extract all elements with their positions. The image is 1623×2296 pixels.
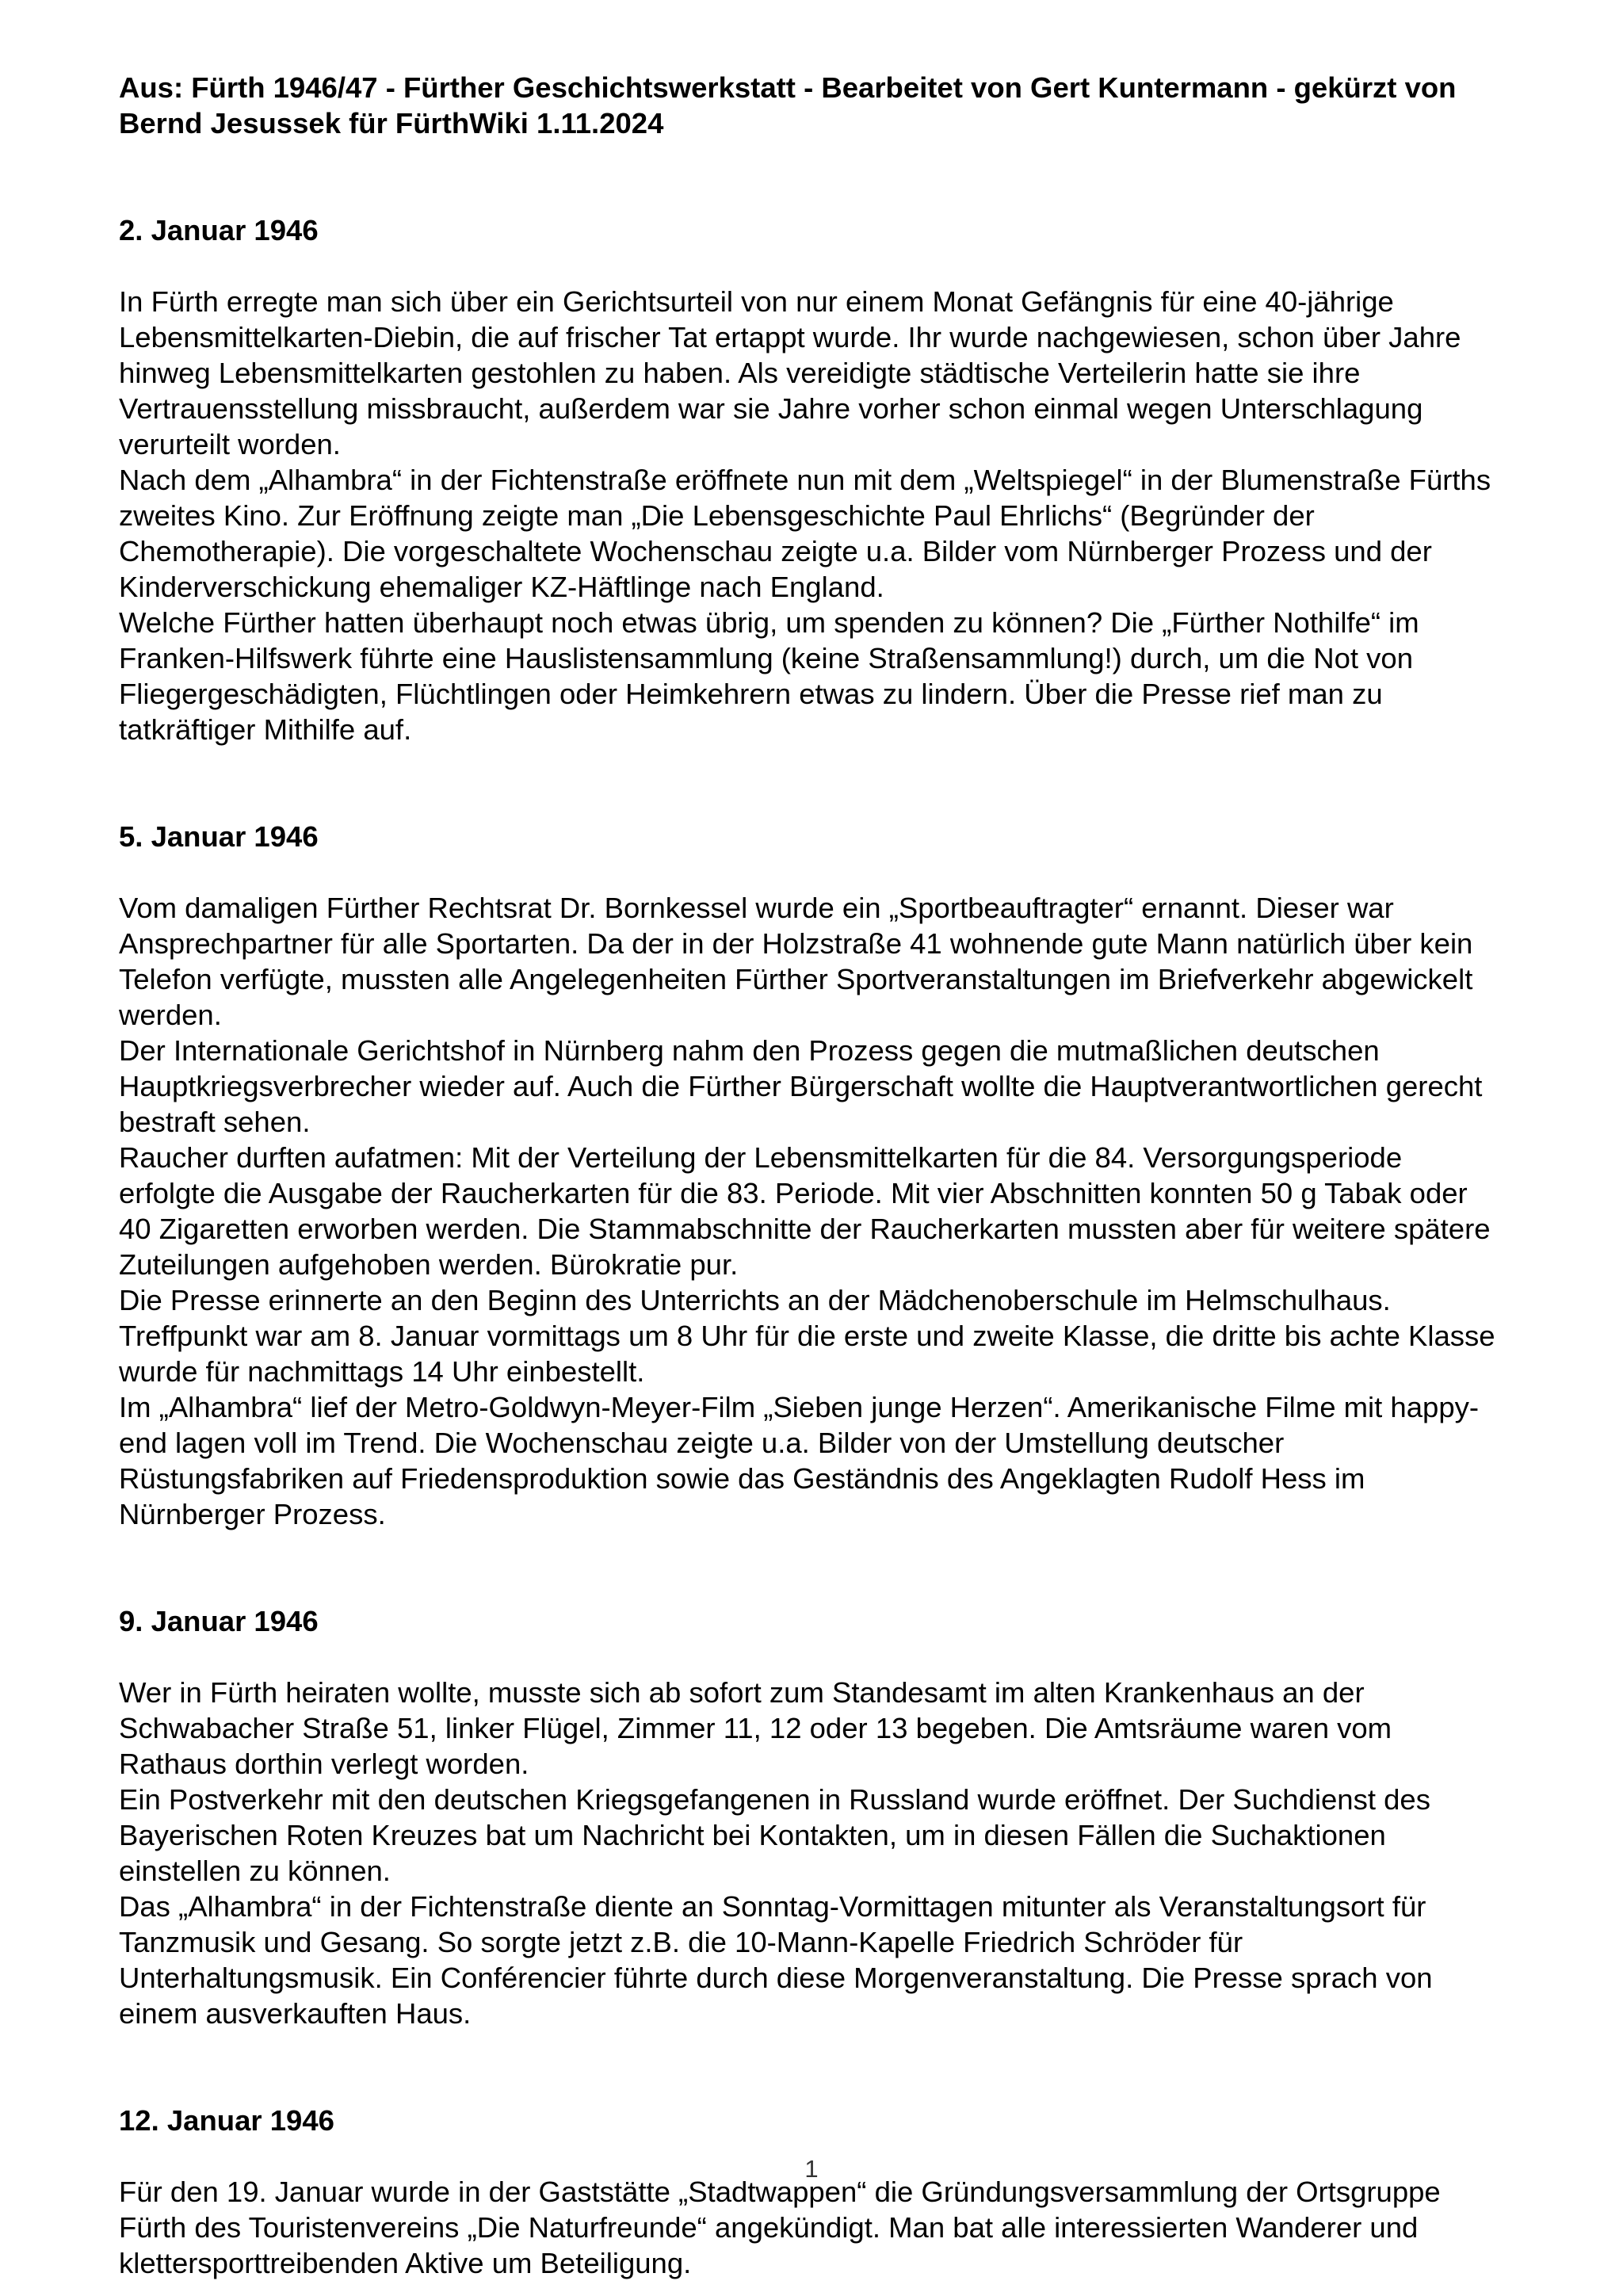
section-heading: 5. Januar 1946: [119, 820, 319, 853]
section-12-januar-1946: [119, 2103, 1506, 2281]
paragraph: Raucher durften aufatmen: Mit der Verteilung der Lebensmittelkarten für die 84. Versorgungsperiode erfolgte die Ausgabe der Raucherkarten für die 83. Periode. Mit vier Abschnitten konnten 50 g Tabak oder 40 Zigaretten erworben werden. Die Stammabschnitte der Raucherkarten mussten aber für weitere spätere Zuteilungen aufgehoben werden. Bürokratie pur.: [119, 1141, 1491, 1281]
section-heading: 9. Januar 1946: [119, 1605, 319, 1637]
paragraph: Nach dem „Alhambra“ in der Fichtenstraße eröffnete nun mit dem „Weltspiegel“ in der Blumenstraße Fürths zweites Kino. Zur Eröffnung zeigte man „Die Lebensgeschichte Paul Ehrlichs“ (Begründer der Chemotherapie). Die vorgeschaltete Wochenschau zeigte u.a. Bilder vom Nürnberger Prozess und der Kinderverschickung ehemaliger KZ-Häftlinge nach England.: [119, 464, 1491, 603]
paragraph: Das „Alhambra“ in der Fichtenstraße diente an Sonntag-Vormittagen mitunter als Veranstaltungsort für Tanzmusik und Gesang. So sorgte jetzt z.B. die 10-Mann-Kapelle Friedrich Schröder für Unterhaltungsmusik. Ein Conférencier führte durch diese Morgenveranstaltung. Die Presse sprach von einem ausverkauften Haus.: [119, 1890, 1433, 2030]
paragraph: Der Internationale Gerichtshof in Nürnberg nahm den Prozess gegen die mutmaßlichen deutschen Hauptkriegsverbrecher wieder auf. Auch die Fürther Bürgerschaft wollte die Hauptverantwortlichen gerecht bestraft sehen.: [119, 1034, 1483, 1138]
section-2-januar-1946: [119, 212, 1506, 747]
paragraph: Die Presse erinnerte an den Beginn des Unterrichts an der Mädchenoberschule im Helmschulhaus. Treffpunkt war am 8. Januar vormittags um 8 Uhr für die erste und zweite Klasse, die dritte bis achte Klasse wurde für nachmittags 14 Uhr einbestellt.: [119, 1284, 1495, 1388]
document-header: Aus: Fürth 1946/47 - Fürther Geschichtswerkstatt - Bearbeitet von Gert Kuntermann - gekürzt von Bernd Jesussek für FürthWiki 1.11.2024: [119, 71, 1457, 139]
paragraph: Wer in Fürth heiraten wollte, musste sich ab sofort zum Standesamt im alten Krankenhaus an der Schwabacher Straße 51, linker Flügel, Zimmer 11, 12 oder 13 begeben. Die Amtsräume waren vom Rathaus dorthin verlegt worden.: [119, 1676, 1392, 1780]
section-heading: 2. Januar 1946: [119, 214, 319, 246]
section-heading: 12. Januar 1946: [119, 2104, 334, 2137]
section-5-januar-1946: [119, 819, 1506, 1532]
paragraph: Welche Fürther hatten überhaupt noch etwas übrig, um spenden zu können? Die „Fürther Nothilfe“ im Franken-Hilfswerk führte eine Hauslistensammlung (keine Straßensammlung!) durch, um die Not von Fliegergeschädigten, Flüchtlingen oder Heimkehrern etwas zu lindern. Über die Presse rief man zu tatkräftiger Mithilfe auf.: [119, 606, 1419, 746]
section-9-januar-1946: [119, 1603, 1506, 2031]
paragraph: Für den 19. Januar wurde in der Gaststätte „Stadtwappen“ die Gründungsversammlung der Ortsgruppe Fürth des Touristenvereins „Die Naturfreunde“ angekündigt. Man bat alle interessierten Wanderer und klettersporttreibenden Aktive um Beteiligung.: [119, 2176, 1441, 2279]
paragraph: Im „Alhambra“ lief der Metro-Goldwyn-Meyer-Film „Sieben junge Herzen“. Amerikanische Filme mit happy-end lagen voll im Trend. Die Wochenschau zeigte u.a. Bilder von der Umstellung deutscher Rüstungsfabriken auf Friedensproduktion sowie das Geständnis des Angeklagten Rudolf Hess im Nürnberger Prozess.: [119, 1391, 1480, 1530]
paragraph: Ein Postverkehr mit den deutschen Kriegsgefangenen in Russland wurde eröffnet. Der Suchdienst des Bayerischen Roten Kreuzes bat um Nachricht bei Kontakten, um in diesen Fällen die Suchaktionen einstellen zu können.: [119, 1783, 1430, 1887]
page-number: 1: [804, 2155, 819, 2183]
paragraph: Vom damaligen Fürther Rechtsrat Dr. Bornkessel wurde ein „Sportbeauftragter“ ernannt. Dieser war Ansprechpartner für alle Sportarten. Da der in der Holzstraße 41 wohnende gute Mann natürlich über kein Telefon verfügte, mussten alle Angelegenheiten Fürther Sportveranstaltungen im Briefverkehr abgewickelt werden.: [119, 892, 1473, 1031]
paragraph: In Fürth erregte man sich über ein Gerichtsurteil von nur einem Monat Gefängnis für eine 40-jährige Lebensmittelkarten-Diebin, die auf frischer Tat ertappt wurde. Ihr wurde nachgewiesen, schon über Jahre hinweg Lebensmittelkarten gestohlen zu haben. Als vereidigte städtische Verteilerin hatte sie ihre Vertrauensstellung missbraucht, außerdem war sie Jahre vorher schon einmal wegen Unterschlagung verurteilt worden.: [119, 285, 1461, 460]
